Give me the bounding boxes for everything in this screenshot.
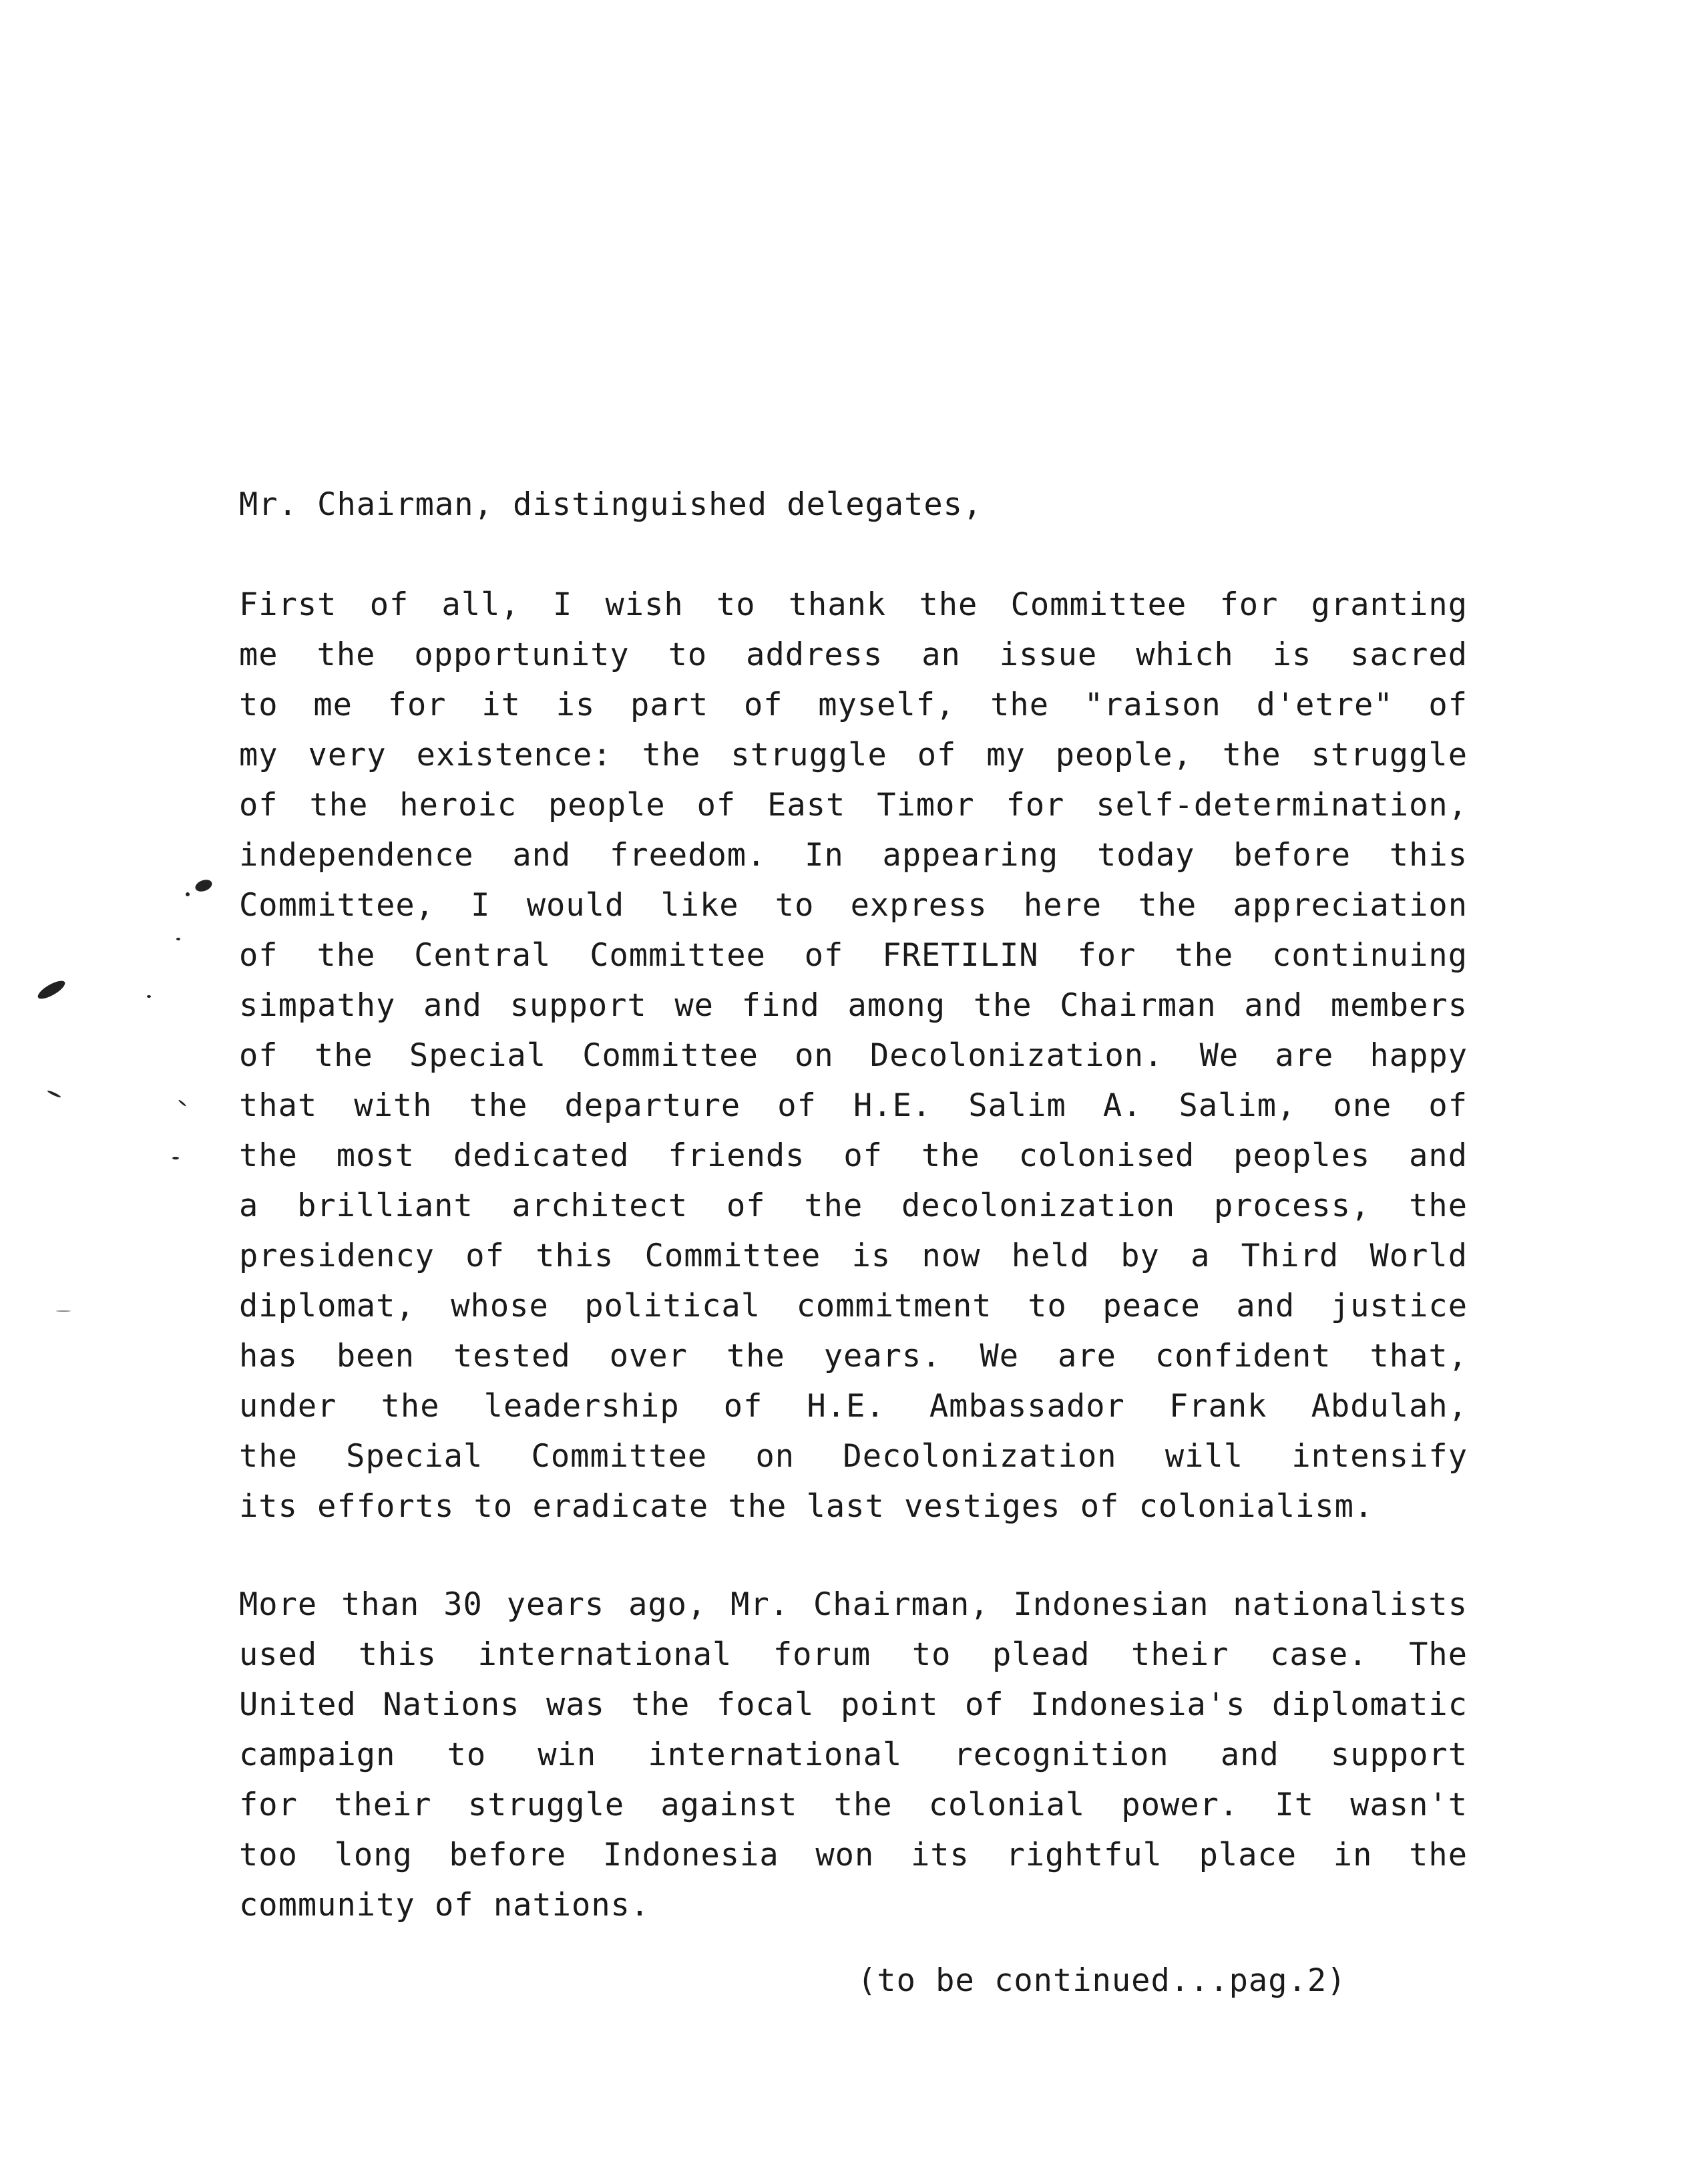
- text-line: me the opportunity to address an issue which is sacred: [239, 636, 1468, 673]
- text-line: United Nations was the focal point of Indonesia's diplomatic: [239, 1686, 1468, 1723]
- scan-speck: [176, 938, 180, 940]
- text-line: too long before Indonesia won its rightful place in the: [239, 1837, 1468, 1873]
- text-line: its efforts to eradicate the last vestiges of colonialism.: [239, 1488, 1374, 1525]
- text-line: to me for it is part of myself, the "raison d'etre" of: [239, 687, 1468, 723]
- text-line: Committee, I would like to express here the appreciation: [239, 887, 1468, 924]
- text-line: simpathy and support we find among the Chairman and members: [239, 987, 1468, 1024]
- text-line: of the Special Committee on Decolonization. We are happy: [239, 1037, 1468, 1074]
- text-line: the most dedicated friends of the colonised peoples and: [239, 1137, 1468, 1174]
- text-line: community of nations.: [239, 1887, 650, 1924]
- text-line: campaign to win international recognition and support: [239, 1737, 1468, 1773]
- paragraph-1: [239, 580, 1468, 1531]
- scan-speck: [178, 1099, 187, 1107]
- scan-speck: [35, 978, 67, 1003]
- text-line: has been tested over the years. We are confident that,: [239, 1338, 1468, 1375]
- text-line: independence and freedom. In appearing today before this: [239, 837, 1468, 874]
- continuation-note: (to be continued...pag.2): [857, 1962, 1347, 1999]
- text-line: a brilliant architect of the decolonization process, the: [239, 1188, 1468, 1224]
- text-line: of the heroic people of East Timor for self-determination,: [239, 787, 1468, 824]
- scan-speck: [147, 995, 151, 998]
- text-line: for their struggle against the colonial power. It wasn't: [239, 1787, 1468, 1823]
- scan-speck: [194, 878, 214, 894]
- text-line: the Special Committee on Decolonization will intensify: [239, 1438, 1468, 1475]
- text-line: presidency of this Committee is now held by a Third World: [239, 1238, 1468, 1274]
- text-line: More than 30 years ago, Mr. Chairman, Indonesian nationalists: [239, 1586, 1468, 1623]
- salutation: Mr. Chairman, distinguished delegates,: [239, 486, 983, 523]
- text-line: that with the departure of H.E. Salim A. Salim, one of: [239, 1087, 1468, 1124]
- text-line: First of all, I wish to thank the Committee for granting: [239, 586, 1468, 623]
- text-line: of the Central Committee of FRETILIN for the continuing: [239, 937, 1468, 974]
- paragraph-2: [239, 1580, 1468, 1930]
- scan-speck: [172, 1157, 179, 1159]
- scan-speck: [56, 1310, 71, 1312]
- text-line: my very existence: the struggle of my people, the struggle: [239, 737, 1468, 773]
- scan-speck: [186, 892, 190, 896]
- scan-speck: [47, 1090, 61, 1099]
- text-line: diplomat, whose political commitment to peace and justice: [239, 1288, 1468, 1324]
- text-line: under the leadership of H.E. Ambassador Frank Abdulah,: [239, 1388, 1468, 1425]
- text-line: used this international forum to plead their case. The: [239, 1636, 1468, 1673]
